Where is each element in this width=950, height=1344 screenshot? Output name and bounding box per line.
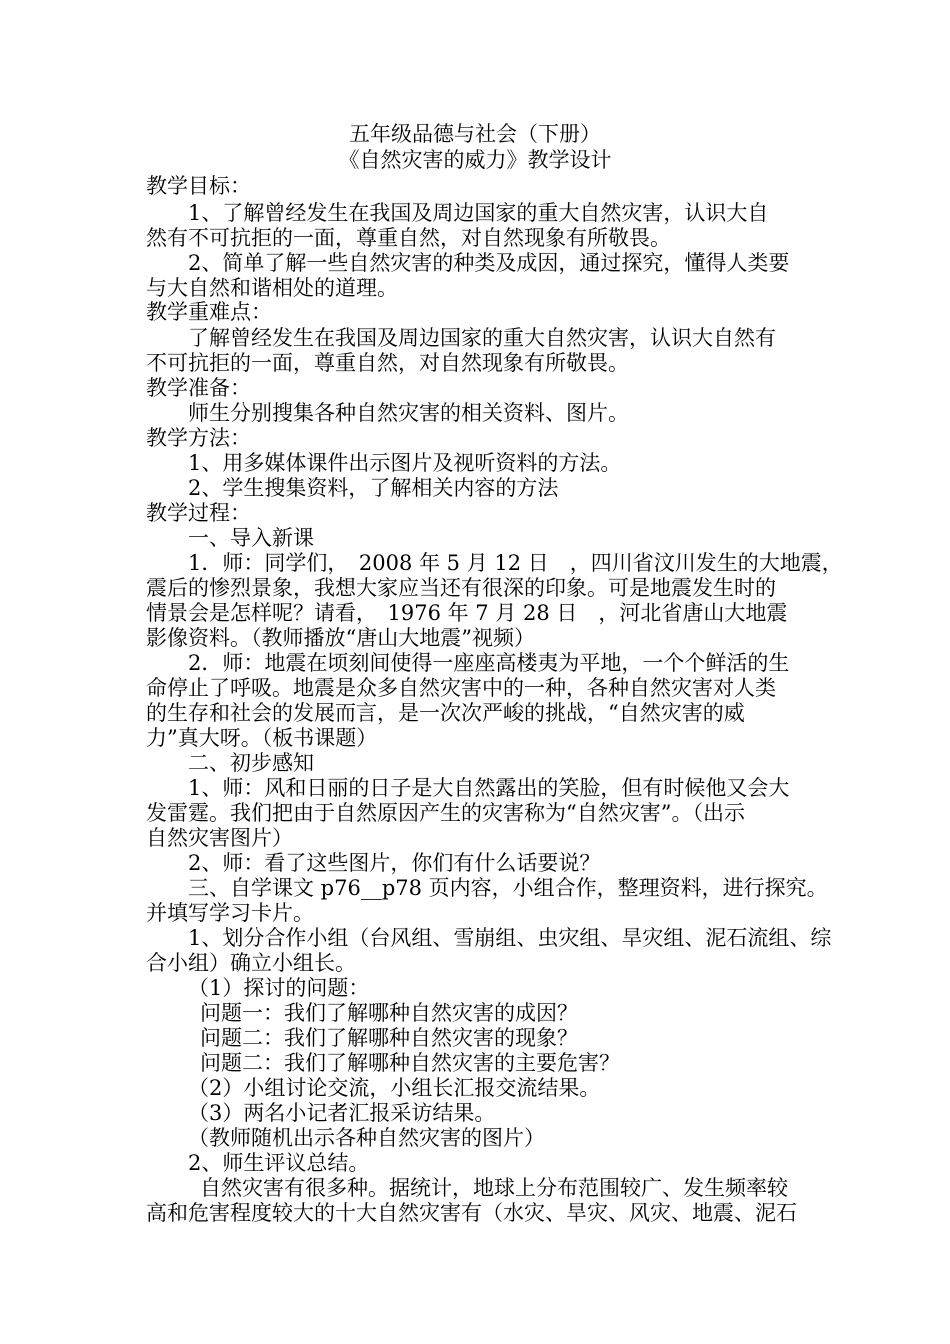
text-line: （教师随机出示各种自然灾害的图片） <box>188 1126 545 1150</box>
text-line: 并填写学习卡片。 <box>146 901 314 925</box>
text-line: 2．师：地震在顷刻间使得一座座高楼夷为平地，一个个鲜活的生 <box>188 651 790 675</box>
text-line: 命停止了呼吸。地震是众多自然灾害中的一种，各种自然灾害对人类 <box>146 676 776 700</box>
text-line: 1、了解曾经发生在我国及周边国家的重大自然灾害，认识大自 <box>188 201 769 225</box>
text-line: 教学方法： <box>146 426 251 450</box>
text-line: 2、学生搜集资料，了解相关内容的方法 <box>188 476 559 500</box>
text-line: 教学准备： <box>146 376 251 400</box>
text-line: 教学过程： <box>146 501 251 525</box>
text-line: 1、划分合作小组（台风组、雪崩组、虫灾组、旱灾组、泥石流组、综 <box>188 926 832 950</box>
text-line: 自然灾害图片） <box>146 826 293 850</box>
text-line: 高和危害程度较大的十大自然灾害有（水灾、旱灾、风灾、地震、泥石 <box>146 1201 797 1225</box>
text-line: 影像资料。（教师播放“唐山大地震”视频） <box>146 626 535 650</box>
text-line: 1、师：风和日丽的日子是大自然露出的笑脸，但有时候他又会大 <box>188 776 790 800</box>
text-line: 问题二：我们了解哪种自然灾害的现象？ <box>200 1026 578 1050</box>
text-line: 震后的惨烈景象，我想大家应当还有很深的印象。可是地震发生时的 <box>146 576 776 600</box>
text-line: 2、师：看了这些图片，你们有什么话要说？ <box>188 851 601 875</box>
text-line: 了解曾经发生在我国及周边国家的重大自然灾害，认识大自然有 <box>188 326 776 350</box>
text-line: 2、师生评议总结。 <box>188 1151 370 1175</box>
text-line: 发雷霆。我们把由于自然原因产生的灾害称为“自然灾害”。（出示 <box>146 801 745 825</box>
text-line: 然有不可抗拒的一面，尊重自然，对自然现象有所敬畏。 <box>146 226 671 250</box>
text-line: （1）探讨的问题： <box>188 976 370 1000</box>
text-line: 一、导入新课 <box>188 526 314 550</box>
text-line: 问题一：我们了解哪种自然灾害的成因？ <box>200 1001 578 1025</box>
text-line: 师生分别搜集各种自然灾害的相关资料、图片。 <box>188 401 629 425</box>
text-line: 1、用多媒体课件出示图片及视听资料的方法。 <box>188 451 622 475</box>
text-line: 1．师：同学们， 2008 年 5 月 12 日 ，四川省汶川发生的大地震， <box>188 551 843 575</box>
text-line: 问题二：我们了解哪种自然灾害的主要危害？ <box>200 1051 620 1075</box>
text-line: 情景会是怎样呢？请看， 1976 年 7 月 28 日 ，河北省唐山大地震 <box>146 601 788 625</box>
text-line: （2）小组讨论交流，小组长汇报交流结果。 <box>188 1076 601 1100</box>
text-line: 教学目标： <box>146 174 251 198</box>
text-line: 2、简单了解一些自然灾害的种类及成因，通过探究，懂得人类要 <box>188 251 790 275</box>
text-line: 二、初步感知 <box>188 751 314 775</box>
title-line-2: 《自然灾害的威力》教学设计 <box>338 148 612 172</box>
text-line: 三、自学课文 p76__p78 页内容，小组合作，整理资料，进行探究。 <box>188 876 828 900</box>
title-line-1: 五年级品德与社会（下册） <box>349 122 601 146</box>
text-line: 力”真大呀。（板书课题） <box>146 726 378 750</box>
text-line: 合小组）确立小组长。 <box>146 951 356 975</box>
text-line: 的生存和社会的发展而言，是一次次严峻的挑战，“自然灾害的威 <box>146 701 745 725</box>
text-line: 自然灾害有很多种。据统计，地球上分布范围较广、发生频率较 <box>200 1176 788 1200</box>
text-line: 不可抗拒的一面，尊重自然，对自然现象有所敬畏。 <box>146 351 629 375</box>
text-line: 与大自然和谐相处的道理。 <box>146 276 398 300</box>
text-line: 教学重难点： <box>146 300 272 324</box>
text-line: （3）两名小记者汇报采访结果。 <box>188 1101 496 1125</box>
